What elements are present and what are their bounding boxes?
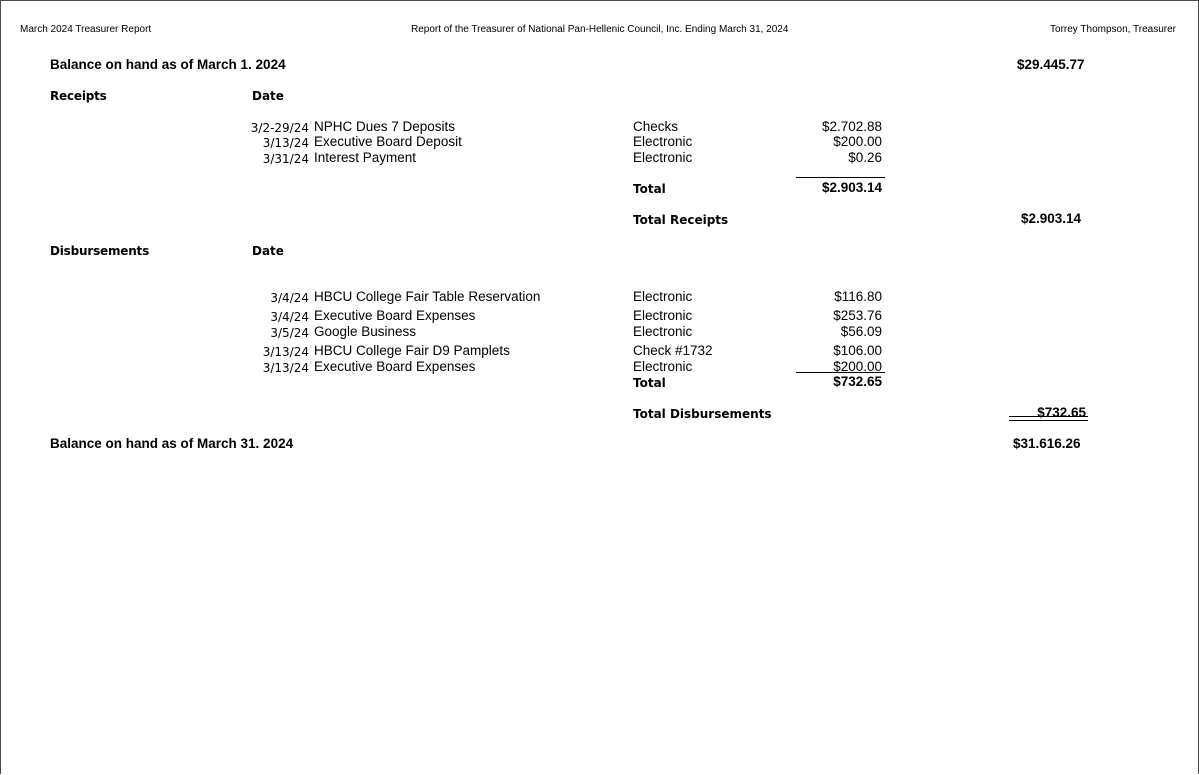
disbursements-subtotal-rule	[796, 372, 885, 373]
opening-balance-label: Balance on hand as of March 1. 2024	[50, 57, 286, 72]
disbursement-date: 3/13/24	[262, 361, 309, 375]
receipt-description: NPHC Dues 7 Deposits	[314, 119, 456, 134]
receipt-description: Executive Board Deposit	[314, 134, 462, 149]
receipt-type: Electronic	[633, 150, 693, 165]
total-receipts-label: Total Receipts	[633, 213, 729, 227]
header-right: Torrey Thompson, Treasurer	[1050, 24, 1176, 35]
disbursement-type: Electronic	[633, 289, 693, 304]
receipt-amount: $2.702.88	[821, 119, 882, 134]
receipt-date: 3/31/24	[262, 152, 309, 166]
disbursement-description: HBCU College Fair Table Reservation	[314, 289, 541, 304]
total-disbursements-rule	[1009, 416, 1088, 421]
total-receipts-amount: $2.903.14	[1020, 211, 1081, 226]
disbursement-type: Electronic	[633, 359, 693, 374]
disbursement-date: 3/4/24	[270, 310, 309, 324]
disbursement-date: 3/13/24	[262, 345, 309, 359]
disbursement-description: HBCU College Fair D9 Pamplets	[314, 343, 510, 358]
disbursement-description: Executive Board Expenses	[314, 308, 476, 323]
disbursement-amount: $200.00	[833, 359, 882, 374]
closing-balance-amount: $31.616.26	[1013, 436, 1081, 451]
disbursement-description: Google Business	[314, 324, 417, 339]
closing-balance-label: Balance on hand as of March 31. 2024	[50, 436, 294, 451]
disbursements-label: Disbursements	[50, 244, 150, 258]
disbursement-amount: $56.09	[840, 324, 882, 339]
disbursement-type: Electronic	[633, 308, 693, 323]
disbursement-description: Executive Board Expenses	[314, 359, 476, 374]
receipt-type: Checks	[633, 119, 679, 134]
disbursements-total-amount: $732.65	[833, 374, 882, 389]
disbursement-date: 3/5/24	[270, 326, 309, 340]
receipts-date-header: Date	[252, 89, 284, 103]
receipt-date: 3/2-29/24	[250, 121, 309, 135]
receipts-subtotal-rule	[796, 177, 885, 178]
disbursement-amount: $106.00	[833, 343, 882, 358]
disbursements-total-label: Total	[633, 376, 666, 390]
receipt-amount: $200.00	[833, 134, 882, 149]
disbursement-date: 3/4/24	[270, 291, 309, 305]
disbursement-amount: $253.76	[833, 308, 882, 323]
receipt-type: Electronic	[633, 134, 693, 149]
receipts-label: Receipts	[50, 89, 107, 103]
receipt-amount: $0.26	[848, 150, 882, 165]
receipts-total-amount: $2.903.14	[821, 180, 882, 195]
header-center: Report of the Treasurer of National Pan-Hellenic Council, Inc. Ending March 31, 2024	[411, 24, 789, 35]
total-disbursements-amount: $732.65	[1037, 405, 1086, 420]
receipt-description: Interest Payment	[314, 150, 417, 165]
header-left: March 2024 Treasurer Report	[20, 24, 152, 35]
opening-balance-amount: $29.445.77	[1017, 57, 1085, 72]
receipts-total-label: Total	[633, 182, 666, 196]
total-disbursements-label: Total Disbursements	[633, 407, 772, 421]
receipt-date: 3/13/24	[262, 136, 309, 150]
disbursement-type: Electronic	[633, 324, 693, 339]
disbursements-date-header: Date	[252, 244, 284, 258]
disbursement-amount: $116.80	[834, 289, 882, 304]
disbursement-type: Check #1732	[633, 343, 713, 358]
